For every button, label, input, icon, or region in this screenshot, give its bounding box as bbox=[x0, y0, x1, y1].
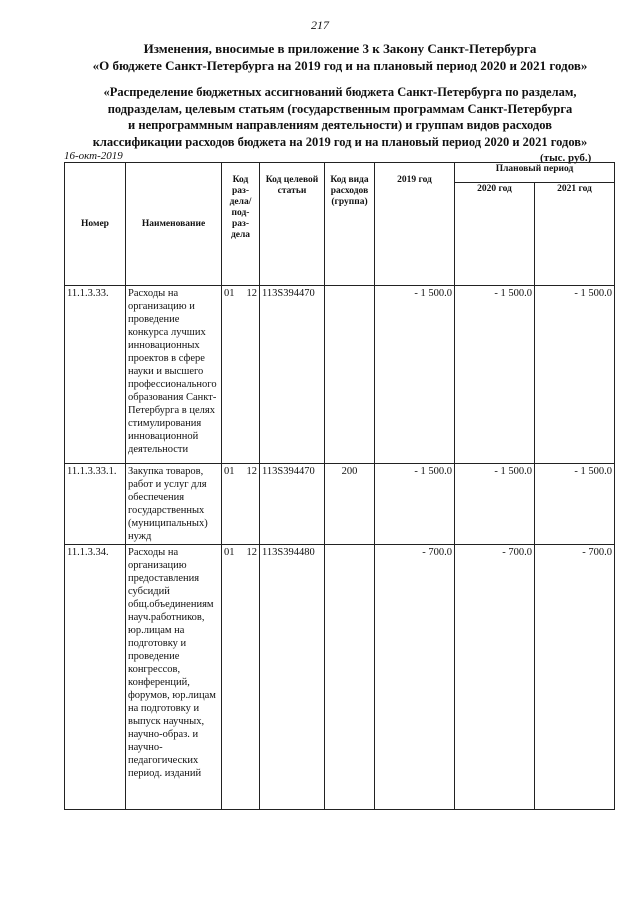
row-value-2021: - 1 500.0 bbox=[535, 286, 615, 464]
subsection-code: 12 bbox=[246, 288, 257, 299]
section-code: 01 bbox=[224, 288, 235, 299]
row-number: 11.1.3.33. bbox=[65, 286, 126, 464]
header-year-2020: 2020 год bbox=[455, 183, 535, 286]
section-code: 01 bbox=[224, 466, 235, 477]
row-name: Расходы на организацию и проведение конкурса лучших инновационных проектов в сфере науки и высшего профессионального образования Санкт-Петербурга в целях стимулирования инновационной деятельности bbox=[126, 286, 222, 464]
units-label: (тыс. руб.) bbox=[540, 152, 592, 164]
row-value-2020: - 1 500.0 bbox=[455, 286, 535, 464]
row-section bbox=[222, 545, 260, 810]
table-row bbox=[65, 286, 615, 464]
row-value-2020: - 1 500.0 bbox=[455, 464, 535, 545]
subsection-code: 12 bbox=[246, 466, 257, 477]
row-name: Расходы на организацию предоставления субсидий общ.объединениям науч.работников, юр.лицам на подготовку и проведение конгрессов, конференций, форумов, юр.лицам на подготовку и выпуск научных, научно-образ. и научно-педагогических период. изданий bbox=[126, 545, 222, 810]
row-section bbox=[222, 286, 260, 464]
row-value-2019: - 1 500.0 bbox=[375, 286, 455, 464]
section-code: 01 bbox=[224, 547, 235, 558]
row-target-code: 113S394470 bbox=[260, 464, 325, 545]
table-row bbox=[65, 464, 615, 545]
row-target-code: 113S394470 bbox=[260, 286, 325, 464]
row-value-2021: - 1 500.0 bbox=[535, 464, 615, 545]
header-name: Наименование bbox=[126, 163, 222, 286]
document-title bbox=[40, 40, 640, 74]
document-date: 16-окт-2019 bbox=[64, 150, 123, 162]
title-line: Изменения, вносимые в приложение 3 к Закону Санкт-Петербурга bbox=[143, 41, 537, 56]
header-expense-type-code: Код вида расходов (группа) bbox=[325, 163, 375, 286]
row-number: 11.1.3.33.1. bbox=[65, 464, 126, 545]
row-section bbox=[222, 464, 260, 545]
document-subtitle bbox=[60, 84, 620, 150]
header-target-code: Код целевой статьи bbox=[260, 163, 325, 286]
row-expense-type: 200 bbox=[325, 464, 375, 545]
table-row bbox=[65, 545, 615, 810]
header-planned-period: Плановый период bbox=[455, 163, 615, 183]
budget-table bbox=[64, 162, 615, 810]
row-target-code: 113S394480 bbox=[260, 545, 325, 810]
header-section-code: Код раз-дела/ под-раз-дела bbox=[222, 163, 260, 286]
subtitle-line: «Распределение бюджетных ассигнований бюджета Санкт-Петербурга по разделам, bbox=[103, 85, 577, 99]
row-value-2021: - 700.0 bbox=[535, 545, 615, 810]
row-number: 11.1.3.34. bbox=[65, 545, 126, 810]
header-year-2019: 2019 год bbox=[375, 163, 455, 286]
header-year-2021: 2021 год bbox=[535, 183, 615, 286]
row-value-2020: - 700.0 bbox=[455, 545, 535, 810]
header-number: Номер bbox=[65, 163, 126, 286]
row-value-2019: - 700.0 bbox=[375, 545, 455, 810]
subtitle-line: подразделам, целевым статьям (государственным программам Санкт-Петербурга bbox=[107, 101, 573, 116]
row-expense-type bbox=[325, 286, 375, 464]
subsection-code: 12 bbox=[246, 547, 257, 558]
page-number: 217 bbox=[311, 18, 329, 32]
subtitle-line: и непрограммным направлениям деятельности) и группам видов расходов bbox=[128, 118, 552, 132]
row-name: Закупка товаров, работ и услуг для обеспечения государственных (муниципальных) нужд bbox=[126, 464, 222, 545]
row-expense-type bbox=[325, 545, 375, 810]
subtitle-line: классификации расходов бюджета на 2019 год и на плановый период 2020 и 2021 годов» bbox=[92, 134, 588, 149]
row-value-2019: - 1 500.0 bbox=[375, 464, 455, 545]
title-line: «О бюджете Санкт-Петербурга на 2019 год и на плановый период 2020 и 2021 годов» bbox=[92, 58, 588, 73]
